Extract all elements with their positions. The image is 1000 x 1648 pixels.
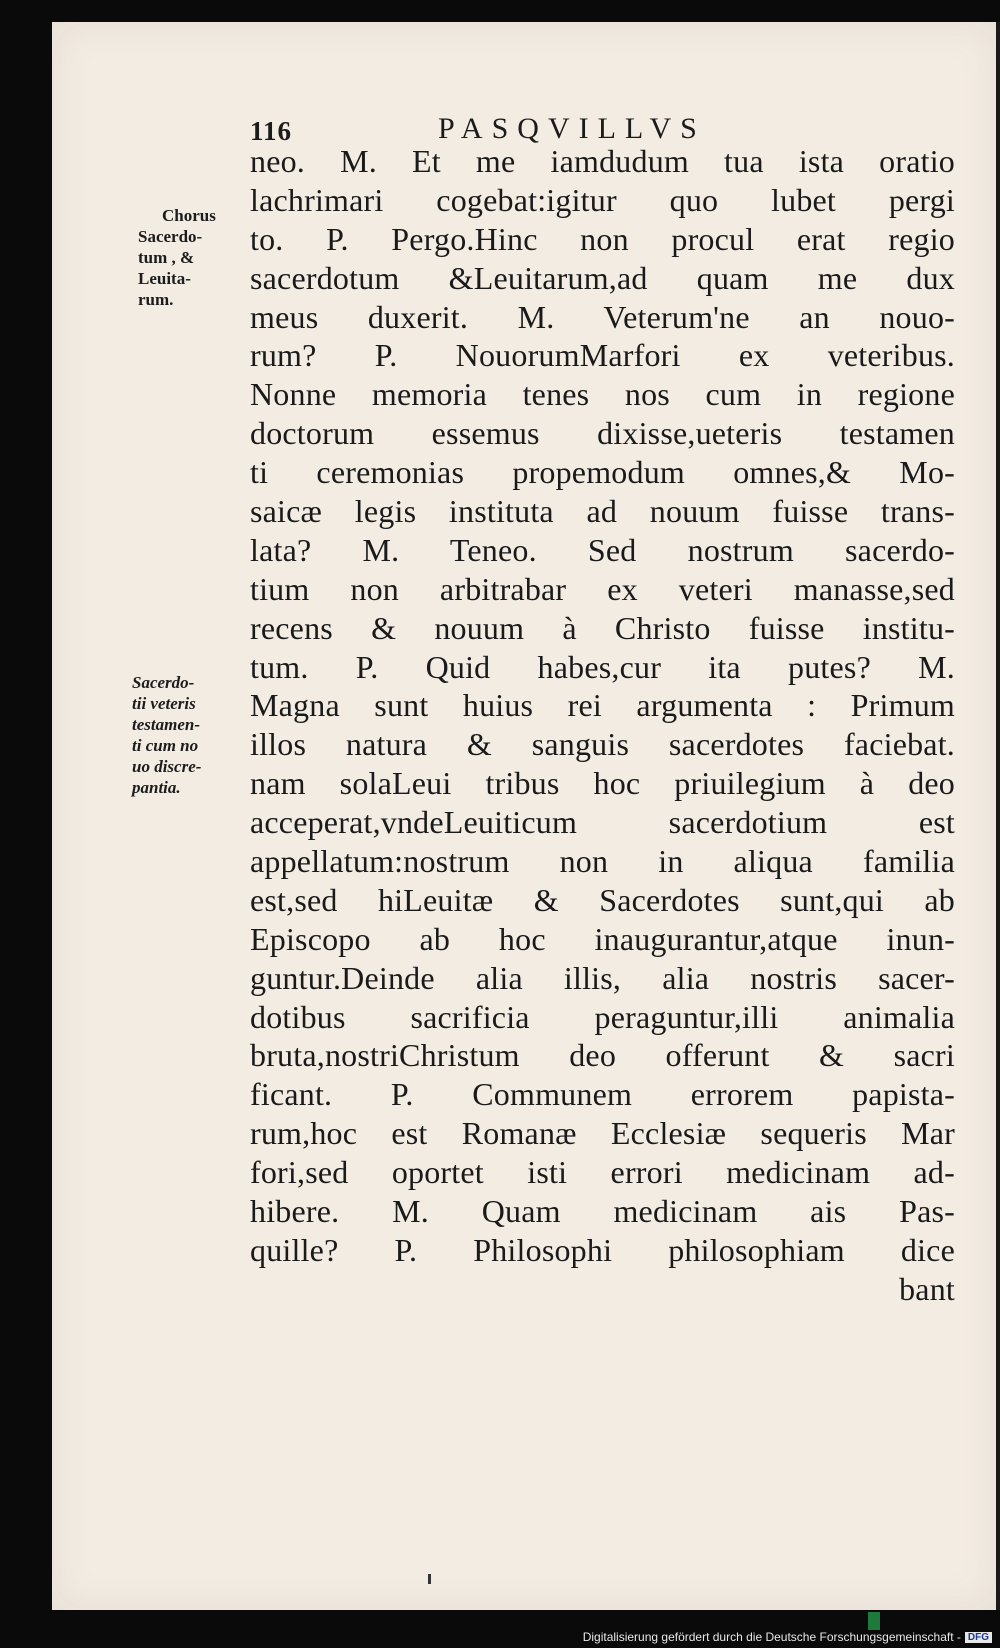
- text-line: rum,hoc est Romanæ Ecclesiæ sequeris Mar: [250, 1115, 955, 1152]
- text-line: quille? P. Philosophi philosophiam dice: [250, 1231, 955, 1268]
- page-number: 116: [250, 116, 293, 146]
- text-line: est,sed hiLeuitæ & Sacerdotes sunt,qui ab: [250, 881, 955, 918]
- text-line: ficant. P. Communem errorem papista-: [250, 1076, 955, 1113]
- margin-note-line: tii veteris: [132, 694, 196, 713]
- text-line: Nonne memoria tenes nos cum in regione: [250, 376, 955, 413]
- text-line: tum. P. Quid habes,cur ita putes? M.: [250, 648, 955, 685]
- text-line: ti ceremonias propemodum omnes,& Mo-: [250, 454, 955, 491]
- text-line: to. P. Pergo.Hinc non procul erat regio: [250, 220, 955, 257]
- text-line: tium non arbitrabar ex veteri manasse,sed: [250, 570, 955, 607]
- page-edge: [996, 22, 1000, 1610]
- body-text: [250, 142, 955, 1309]
- text-line: nam solaLeui tribus hoc priuilegium à deo: [250, 765, 955, 802]
- dfg-logo: DFG: [965, 1632, 992, 1643]
- signature-mark: [428, 1574, 431, 1584]
- text-line: meus duxerit. M. Veterum'ne an nouo-: [250, 298, 955, 335]
- margin-note-line: Sacerdo-: [132, 673, 195, 692]
- bookmark-ribbon: [868, 1612, 880, 1630]
- digitization-credit: [583, 1630, 992, 1644]
- text-line: fori,sed oportet isti errori medicinam ad-: [250, 1154, 955, 1191]
- margin-note-chorus: [138, 205, 253, 310]
- text-line: doctorum essemus dixisse,ueteris testamen: [250, 415, 955, 452]
- running-head: PASQVILLVS: [438, 112, 706, 145]
- text-line: recens & nouum à Christo fuisse institu-: [250, 609, 955, 646]
- margin-note-line: rum.: [138, 290, 174, 309]
- margin-note-line: testamen-: [132, 715, 200, 734]
- credit-text: Digitalisierung gefördert durch die Deutsche Forschungsgemeinschaft -: [582, 1630, 961, 1644]
- text-line: rum? P. NouorumMarfori ex veteribus.: [250, 337, 955, 374]
- margin-note-line: tum , &: [138, 248, 195, 267]
- text-line: lata? M. Teneo. Sed nostrum sacerdo-: [250, 531, 955, 568]
- text-line: neo. M. Et me iamdudum tua ista oratio: [250, 143, 955, 179]
- margin-note-line: pantia.: [132, 778, 181, 797]
- text-line: saicæ legis instituta ad nouum fuisse trans-: [250, 493, 955, 530]
- margin-note-line: Sacerdo-: [138, 227, 203, 246]
- margin-note-line: ti cum no: [132, 736, 199, 755]
- text-line: lachrimari cogebat:igitur quo lubet pergi: [250, 181, 955, 218]
- text-line: illos natura & sanguis sacerdotes faciebat.: [250, 726, 955, 763]
- text-line: Episcopo ab hoc inaugurantur,atque inun-: [250, 920, 955, 957]
- text-line: Magna sunt huius rei argumenta : Primum: [250, 687, 955, 724]
- margin-note-line: Leuita-: [138, 269, 191, 288]
- catchword: bant: [899, 1270, 955, 1307]
- text-line: acceperat,vndeLeuiticum sacerdotium est: [250, 804, 955, 841]
- text-line: appellatum:nostrum non in aliqua familia: [250, 843, 955, 880]
- margin-note-line: uo discre-: [132, 757, 202, 776]
- text-line: guntur.Deinde alia illis, alia nostris sacer-: [250, 959, 955, 996]
- text-line: dotibus sacrificia peraguntur,illi animalia: [250, 998, 955, 1035]
- margin-note-line: Chorus: [162, 206, 216, 225]
- text-line: sacerdotum &Leuitarum,ad quam me dux: [250, 259, 955, 296]
- text-line: hibere. M. Quam medicinam ais Pas-: [250, 1193, 955, 1230]
- text-line: bruta,nostriChristum deo offerunt & sacri: [250, 1037, 955, 1074]
- margin-note-sacerdotii: [132, 672, 257, 798]
